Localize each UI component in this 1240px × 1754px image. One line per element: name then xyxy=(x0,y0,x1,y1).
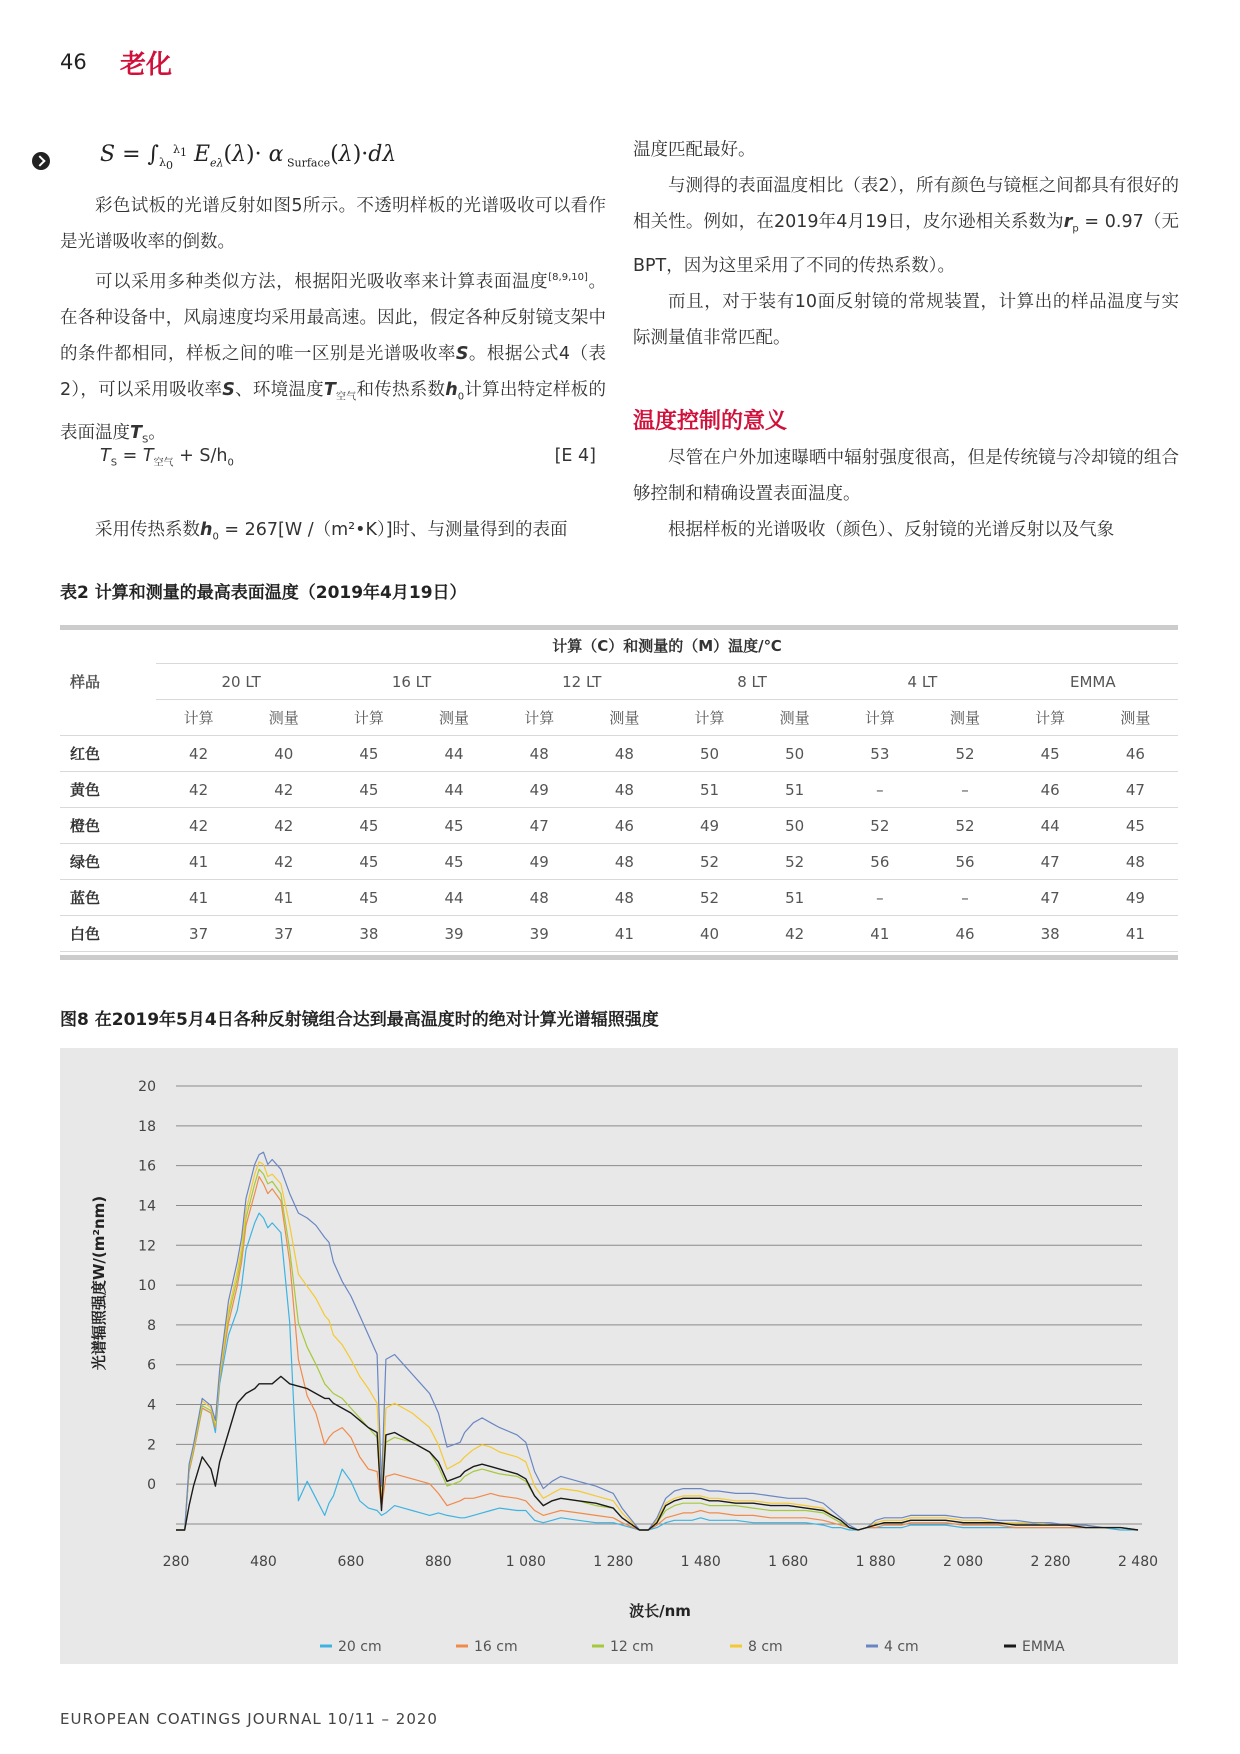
calc-header: 计算 xyxy=(837,700,922,736)
table-cell: – xyxy=(922,772,1007,808)
legend-entry: EMMA xyxy=(1022,1639,1065,1655)
table-cell: 47 xyxy=(1093,772,1178,808)
series-line-16-cm xyxy=(176,1177,1138,1530)
legend-entry: 12 cm xyxy=(610,1639,654,1655)
table-cell: 56 xyxy=(837,844,922,880)
table-row xyxy=(60,844,1178,880)
table-cell: 38 xyxy=(1008,916,1093,952)
table-cell: 37 xyxy=(156,916,241,952)
sample-header: 样品 xyxy=(60,628,156,736)
x-tick-label: 880 xyxy=(424,1554,452,1570)
bullet-icon xyxy=(32,152,50,170)
table-cell: 39 xyxy=(497,916,582,952)
y-tick-label: 18 xyxy=(138,1118,156,1135)
table-cell: 51 xyxy=(752,880,837,916)
legend-entry: 20 cm xyxy=(338,1639,382,1655)
x-tick-label: 680 xyxy=(337,1554,365,1570)
group-header: 20 LT xyxy=(156,664,326,700)
calc-header: 计算 xyxy=(497,700,582,736)
x-tick-label: 1 680 xyxy=(768,1554,809,1570)
meas-header: 测量 xyxy=(1093,700,1178,736)
table-cell: 41 xyxy=(156,844,241,880)
table-cell: 53 xyxy=(837,736,922,772)
y-tick-label: 4 xyxy=(147,1397,156,1414)
table-cell: 45 xyxy=(326,736,411,772)
row-label: 红色 xyxy=(60,736,156,772)
paragraph: 彩色试板的光谱反射如图5所示。不透明样板的光谱吸收可以看作是光谱吸收率的倒数。 xyxy=(60,196,606,252)
sub-header-row xyxy=(60,700,1178,736)
table-cell: 51 xyxy=(752,772,837,808)
table-row xyxy=(60,736,1178,772)
super-header: 计算（C）和测量的（M）温度/℃ xyxy=(156,628,1178,664)
table-cell: 48 xyxy=(1093,844,1178,880)
row-label: 黄色 xyxy=(60,772,156,808)
paragraph: 尽管在户外加速曝晒中辐射强度很高，但是传统镜与冷却镜的组合够控制和精确设置表面温度。 xyxy=(633,448,1179,504)
x-tick-label: 280 xyxy=(162,1554,190,1570)
table-cell: 50 xyxy=(752,808,837,844)
table-cell: 48 xyxy=(497,736,582,772)
table-cell: 40 xyxy=(241,736,326,772)
paragraph: 采用传热系数$h_0 = 267[W$ /（m²•K）]时、与测量得到的表面 xyxy=(95,520,568,543)
table-row xyxy=(60,772,1178,808)
table-cell: 52 xyxy=(837,808,922,844)
table-cell: 40 xyxy=(667,916,752,952)
x-tick-label: 1 280 xyxy=(593,1554,634,1570)
table-cell: 46 xyxy=(1093,736,1178,772)
y-tick-label: 16 xyxy=(138,1158,156,1175)
paragraph: 根据样板的光谱吸收（颜色）、反射镜的光谱反射以及气象 xyxy=(668,520,1115,540)
table-cell: 42 xyxy=(156,808,241,844)
x-tick-label: 2 080 xyxy=(943,1554,984,1570)
row-label: 蓝色 xyxy=(60,880,156,916)
group-header: 16 LT xyxy=(326,664,496,700)
table-cell: 56 xyxy=(922,844,1007,880)
row-label: 白色 xyxy=(60,916,156,952)
table-cell: 37 xyxy=(241,916,326,952)
table-cell: 48 xyxy=(497,880,582,916)
table-cell: 48 xyxy=(582,772,667,808)
table-cell: 46 xyxy=(582,808,667,844)
table-bottom-rule xyxy=(60,955,1178,960)
table-cell: 52 xyxy=(667,880,752,916)
section-title: 老化 xyxy=(120,50,173,80)
equation-tag: [E 4] xyxy=(554,446,596,466)
table-cell: 45 xyxy=(326,844,411,880)
group-header: 12 LT xyxy=(497,664,667,700)
table-cell: 45 xyxy=(326,772,411,808)
left-column xyxy=(60,188,606,459)
table-cell: 45 xyxy=(1093,808,1178,844)
temperature-table xyxy=(60,628,1178,952)
table-cell: 44 xyxy=(1008,808,1093,844)
group-header: EMMA xyxy=(1008,664,1178,700)
table-cell: 52 xyxy=(752,844,837,880)
row-label: 橙色 xyxy=(60,808,156,844)
table-cell: 50 xyxy=(667,736,752,772)
series-line-8-cm xyxy=(176,1162,1138,1530)
table-cell: 41 xyxy=(837,916,922,952)
x-tick-label: 1 880 xyxy=(855,1554,896,1570)
table-cell: 52 xyxy=(922,808,1007,844)
meas-header: 测量 xyxy=(582,700,667,736)
calc-header: 计算 xyxy=(156,700,241,736)
section-heading: 温度控制的意义 xyxy=(633,409,788,434)
table-cell: 46 xyxy=(922,916,1007,952)
x-tick-label: 480 xyxy=(250,1554,277,1570)
table-cell: 41 xyxy=(241,880,326,916)
paragraph: 可以采用多种类似方法，根据阳光吸收率来计算表面温度[8,9,10]。在各种设备中，风扇速度均采用最高速。因此，假定各种反射镜支架中的条件都相同，样板之间的唯一区别是光谱吸收率S。根据公式4（表2），可以采用吸收率S、环境温度$T_{空气}$和传热系数$h_0$计算出特定样板的表面温度$T_S$。 xyxy=(60,271,607,446)
table-cell: 38 xyxy=(326,916,411,952)
table-cell: 52 xyxy=(922,736,1007,772)
table-cell: 45 xyxy=(411,844,496,880)
y-tick-label: 12 xyxy=(138,1238,156,1255)
table-header-row xyxy=(60,628,1178,664)
x-tick-label: 2 480 xyxy=(1117,1554,1159,1570)
table-cell: 45 xyxy=(326,808,411,844)
table-cell: 42 xyxy=(156,772,241,808)
group-header: 8 LT xyxy=(667,664,837,700)
table-body xyxy=(60,736,1178,952)
calc-header: 计算 xyxy=(326,700,411,736)
table-row xyxy=(60,808,1178,844)
x-tick-label: 1 080 xyxy=(505,1554,546,1570)
table-cell: 51 xyxy=(667,772,752,808)
table-cell: 49 xyxy=(1093,880,1178,916)
series-line-12-cm xyxy=(176,1169,1138,1530)
right-column xyxy=(633,132,1179,356)
spectral-irradiance-chart xyxy=(60,1048,1178,1664)
table-row xyxy=(60,880,1178,916)
table-cell: 42 xyxy=(241,772,326,808)
y-tick-label: 10 xyxy=(138,1278,156,1295)
table-cell: 50 xyxy=(752,736,837,772)
calc-header: 计算 xyxy=(667,700,752,736)
y-tick-label: 8 xyxy=(147,1317,156,1334)
left-column-bottom xyxy=(60,512,606,556)
table-cell: 39 xyxy=(411,916,496,952)
paragraph: 温度匹配最好。 xyxy=(633,140,756,160)
table-cell: 48 xyxy=(582,736,667,772)
table-cell: 41 xyxy=(582,916,667,952)
y-tick-label: 20 xyxy=(138,1079,156,1095)
table-cell: – xyxy=(837,880,922,916)
series-line-20-cm xyxy=(176,1213,1138,1530)
calc-header: 计算 xyxy=(1008,700,1093,736)
right-column-bottom xyxy=(633,440,1179,548)
table-cell: 42 xyxy=(752,916,837,952)
table-cell: 46 xyxy=(1008,772,1093,808)
legend-entry: 4 cm xyxy=(884,1639,919,1655)
meas-header: 测量 xyxy=(752,700,837,736)
table-cell: – xyxy=(837,772,922,808)
x-axis-label: 波长/nm xyxy=(629,1602,691,1620)
table-cell: 47 xyxy=(497,808,582,844)
table-cell: 44 xyxy=(411,772,496,808)
y-tick-label: 2 xyxy=(147,1437,156,1454)
y-axis-label: 光谱辐照强度W/(m²nm) xyxy=(90,1195,108,1371)
table-cell: 52 xyxy=(667,844,752,880)
y-tick-label: 6 xyxy=(147,1357,156,1374)
y-tick-label: 14 xyxy=(138,1198,156,1215)
meas-header: 测量 xyxy=(922,700,1007,736)
x-tick-label: 1 480 xyxy=(680,1554,721,1570)
paragraph: 而且，对于装有10面反射镜的常规装置，计算出的样品温度与实际测量值非常匹配。 xyxy=(633,291,1179,348)
group-header-row xyxy=(60,664,1178,700)
table-cell: 49 xyxy=(667,808,752,844)
table-cell: 47 xyxy=(1008,844,1093,880)
figure-caption: 图8 在2019年5月4日各种反射镜组合达到最高温度时的绝对计算光谱辐照强度 xyxy=(60,1010,659,1030)
table-cell: 48 xyxy=(582,880,667,916)
table-cell: 42 xyxy=(156,736,241,772)
table-cell: 49 xyxy=(497,772,582,808)
table-row xyxy=(60,916,1178,952)
table-cell: 41 xyxy=(1093,916,1178,952)
x-tick-label: 2 280 xyxy=(1030,1554,1071,1570)
equation-4: $T_S = T_{空气} + S/h_0$ [E 4] xyxy=(100,446,596,469)
table-cell: 44 xyxy=(411,880,496,916)
table-cell: 49 xyxy=(497,844,582,880)
table-caption: 表2 计算和测量的最高表面温度（2019年4月19日） xyxy=(60,583,467,603)
page-number: 46 xyxy=(60,50,87,74)
table-cell: 45 xyxy=(326,880,411,916)
table-cell: – xyxy=(922,880,1007,916)
series-line-4-cm xyxy=(176,1152,1138,1530)
group-header: 4 LT xyxy=(837,664,1007,700)
table-cell: 45 xyxy=(1008,736,1093,772)
y-tick-label: 0 xyxy=(147,1477,156,1494)
table-cell: 48 xyxy=(582,844,667,880)
table-cell: 41 xyxy=(156,880,241,916)
paragraph: 与测得的表面温度相比（表2），所有颜色与镜框之间都具有很好的相关性。例如，在2019年4月19日，皮尔逊相关系数为$r_p = 0.97$（无BPT，因为这里采用了不同的传热系数）。 xyxy=(633,176,1179,276)
footer-journal: EUROPEAN COATINGS JOURNAL 10/11 – 2020 xyxy=(60,1710,438,1728)
meas-header: 测量 xyxy=(411,700,496,736)
table-cell: 45 xyxy=(411,808,496,844)
legend-entry: 8 cm xyxy=(748,1639,783,1655)
table-cell: 44 xyxy=(411,736,496,772)
formula-s: $S = \int_{\lambda_0}^{\lambda_1}$ $E_{e\lambda}(\lambda)\cdot \alpha$ $_{Surface}$(λ)·dλ xyxy=(100,142,397,173)
legend-entry: 16 cm xyxy=(474,1639,518,1655)
table-cell: 47 xyxy=(1008,880,1093,916)
table-cell: 42 xyxy=(241,808,326,844)
table-cell: 42 xyxy=(241,844,326,880)
meas-header: 测量 xyxy=(241,700,326,736)
row-label: 绿色 xyxy=(60,844,156,880)
